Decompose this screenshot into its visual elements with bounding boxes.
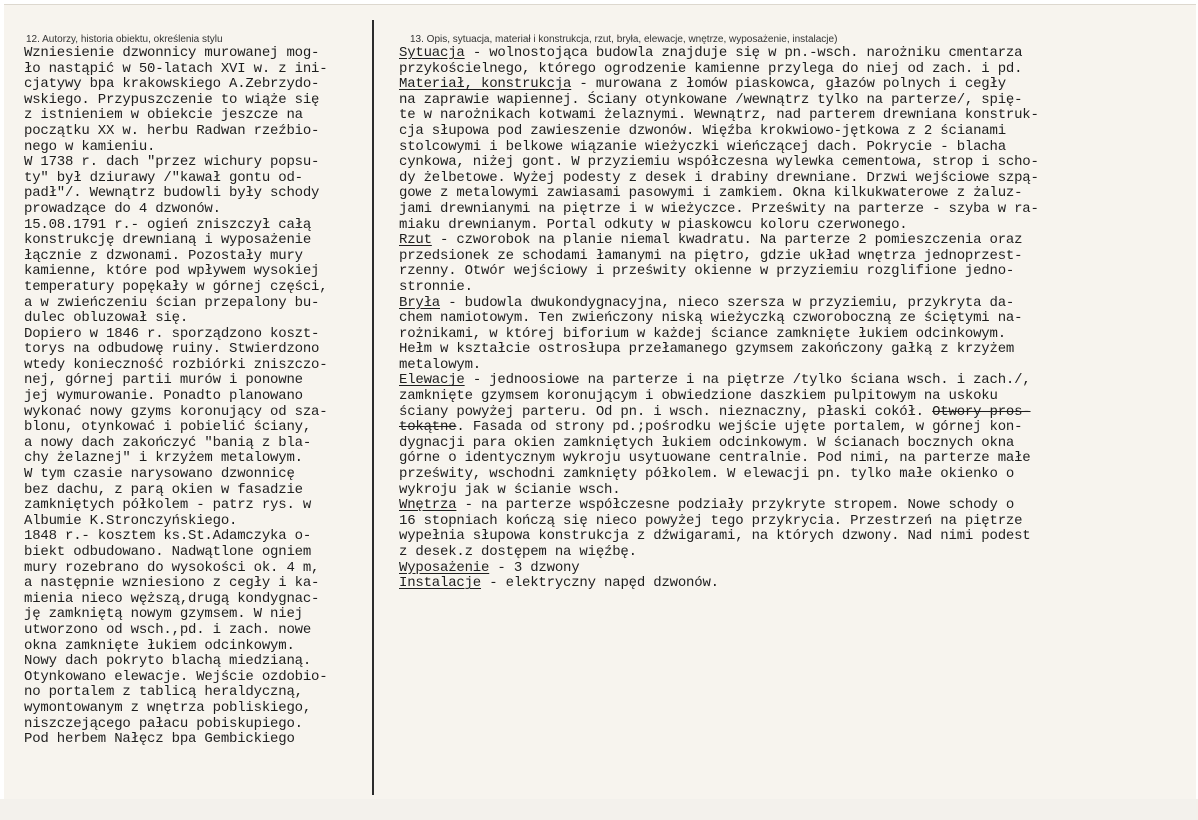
description-line <box>399 373 1179 389</box>
history-line: no portalem z tablicą heraldyczną, <box>24 684 303 701</box>
description-line <box>399 467 1179 483</box>
history-line: cjatywy bpa krakowskiego A.Zebrzydo- <box>24 76 320 93</box>
description-line <box>399 451 1179 467</box>
description-line <box>399 140 1179 156</box>
history-line: niszczejącego pałacu pobiskupiego. <box>24 715 303 732</box>
line-text: - elektryczny napęd dzwonów. <box>481 575 719 592</box>
line-text: - 3 dzwony <box>489 559 580 576</box>
struck-text: Otwory pros- <box>932 403 1031 420</box>
line-text: - czworobok na planie niemal kwadratu. Na parterze 2 pomieszczenia oraz <box>431 232 1023 249</box>
history-line: a nowy dach zakończyć "banią z bla- <box>24 434 312 451</box>
history-line: konstrukcję drewnianą i wyposażenie <box>24 232 312 249</box>
history-line: nej, górnej partii murów i ponowne <box>24 372 303 389</box>
history-line: Nowy dach pokryto blachą miedzianą. <box>24 653 312 670</box>
section-heading: Sytuacja <box>399 45 465 61</box>
history-line: kamienne, które pod wpływem wysokiej <box>24 263 320 280</box>
history-line: blonu, otynkować i pobielić ściany, <box>24 419 312 436</box>
description-line <box>399 405 1179 421</box>
line-text: te w narożnikach kotwami żelaznymi. Wewnątrz, nad parterem drewniana konstruk- <box>399 107 1039 124</box>
section-heading: Elewacje <box>399 372 465 389</box>
history-line: bez dachu, z parą okien w fasadzie <box>24 481 303 498</box>
line-text: górne o identycznym wykroju usytuowane centralnie. Pod nimi, na parterze małe <box>399 450 1031 467</box>
line-text: - budowla dwukondygnacyjna, nieco szersza w przyziemiu, przykryta da- <box>440 294 1015 311</box>
section-heading: Rzut <box>399 232 432 249</box>
line-text: na zaprawie wapiennej. Ściany otynkowane /wewnątrz tylko na parterze/, spię- <box>399 91 1023 108</box>
history-line: biekt odbudowano. Nadwątlone ogniem <box>24 544 312 560</box>
description-line <box>399 108 1179 124</box>
section-heading: Materiał, konstrukcja <box>399 76 572 93</box>
line-text: chem namiotowym. Ten zwieńczony niską wieżyczką czworoboczną ze ściętymi na- <box>399 310 1023 327</box>
description-line <box>399 327 1179 343</box>
line-text: metalowym. <box>399 356 482 373</box>
description-line <box>399 218 1179 234</box>
history-line: mienia nieco węższą,drugą kondygnac- <box>24 590 320 607</box>
description-line <box>399 420 1179 436</box>
history-line: z istnieniem w obiekcie jeszcze na <box>24 107 303 124</box>
history-line: mury rozebrano do wysokości ok. 4 m, <box>24 559 320 576</box>
description-line <box>399 124 1179 140</box>
history-column <box>24 46 376 748</box>
line-text: - jednoosiowe na parterze i na piętrze /tylko ściana wsch. i zach./, <box>464 372 1031 389</box>
history-line: wtedy konieczność rozbiórki zniszczo- <box>24 356 328 373</box>
history-line: a następnie wzniesiono z cegły i ka- <box>24 575 320 592</box>
description-line <box>399 280 1179 296</box>
history-line: W tym czasie narysowano dzwonnicę <box>24 466 295 483</box>
description-line <box>399 342 1179 358</box>
description-line <box>399 186 1179 202</box>
section-heading: Instalacje <box>399 575 482 592</box>
history-line: padł"/. Wewnątrz budowli były schody <box>24 185 320 202</box>
description-line <box>399 514 1179 530</box>
description-line <box>399 498 1179 514</box>
line-text: dy żelbetowe. Wyżej podesty z desek i drabiny drewniane. Drzwi wejściowe szpą- <box>399 169 1039 186</box>
right-column-header: 13. Opis, sytuacja, materiał i konstrukcja, rzut, bryła, elewacje, wnętrze, wyposażenie, instalacje) <box>410 34 838 45</box>
history-line: chy żelaznej" i krzyżem metalowym. <box>24 450 303 467</box>
line-text: przedsionek ze schodami łamanymi na piętro, gdzie układ wnętrza jednoprzest- <box>399 247 1023 264</box>
struck-text: tokątne <box>399 419 457 436</box>
line-text: stronnie. <box>399 278 473 295</box>
line-text: Hełm w kształcie ostrosłupa przełamanego gzymsem zakończony gałką z krzyżem <box>399 341 1015 358</box>
line-text: rożnikami, w której biforium w każdej ściance zamknięte łukiem odcinkowym. <box>399 325 1006 342</box>
description-line <box>399 529 1179 545</box>
left-column-header: 12. Autorzy, historia obiektu, określenia stylu <box>26 34 223 45</box>
description-line <box>399 545 1179 561</box>
description-line <box>399 389 1179 405</box>
line-text: miaku drewnianym. Portal odkuty w piaskowcu koloru czerwonego. <box>399 216 908 233</box>
history-line: prowadzące do 4 dzwonów. <box>24 200 221 217</box>
history-line: Albumie K.Stronczyńskiego. <box>24 512 238 529</box>
line-text: dygnacji para okien zamkniętych łukiem odcinkowym. W ścianach bocznych okna <box>399 434 1015 451</box>
line-text: . Fasada od strony pd.;pośrodku wejście ujęte portalem, w górnej kon- <box>456 419 1023 436</box>
description-line <box>399 576 1179 592</box>
description-line <box>399 155 1179 171</box>
description-line <box>399 296 1179 312</box>
history-line: ję zamkniętą nowym gzymsem. W niej <box>24 606 303 623</box>
line-text: wypełnia słupowa konstrukcja z dźwigarami, na których dzwony. Nad nimi podest <box>399 528 1031 545</box>
history-line: nego w kamieniu. <box>24 138 156 155</box>
line-text: - murowana z łomów piaskowca, głazów polnych i cegły <box>571 76 1006 93</box>
description-line <box>399 93 1179 109</box>
history-line: jej wymurowanie. Ponadto planowano <box>24 388 303 405</box>
description-line <box>399 561 1179 577</box>
history-line: dulec obluzował się. <box>24 310 189 327</box>
description-line <box>399 311 1179 327</box>
line-text: prześwity, wschodni zamknięty półkolem. W elewacji pn. tylko małe okienko o <box>399 466 1015 483</box>
description-line <box>399 264 1179 280</box>
history-line: Otynkowano elewacje. Wejście ozdobio- <box>24 668 328 685</box>
line-text: stolcowymi i belkowe wiązanie wieżyczki wieńczącej dach. Pokrycie - blacha <box>399 138 1006 155</box>
line-text: cja słupowa pod zawieszenie dzwonów. Więźba krokwiowo-jętkowa z 2 ścianami <box>399 122 1006 139</box>
line-text: 16 stopniach kończą się nieco powyżej tego przykrycia. Przestrzeń na piętrze <box>399 512 1023 529</box>
history-line: początku XX w. herbu Radwan rzeźbio- <box>24 122 320 139</box>
history-line: zamkniętych półkolem - patrz rys. w <box>24 497 312 514</box>
history-line: utworzono od wsch.,pd. i zach. nowe <box>24 621 312 638</box>
scan-margin <box>0 799 1198 820</box>
history-line: ło nastąpić w 50-latach XVI w. z ini- <box>24 60 328 77</box>
description-line <box>399 62 1179 78</box>
description-line <box>399 202 1179 218</box>
line-text: cynkowa, niżej gont. W przyziemiu współczesna wylewka cementowa, strop i scho- <box>399 154 1039 171</box>
line-text: ściany powyżej parteru. Od pn. i wsch. nieznaczny, płaski cokół. <box>399 403 933 420</box>
history-line: 15.08.1791 r.- ogień zniszczył całą <box>24 216 312 233</box>
history-line: łącznie z dzwonami. Pozostały mury <box>24 247 303 264</box>
line-text: gowe z metalowymi zawiasami pasowymi i zamkiem. Okna kilkukwaterowe z żaluz- <box>399 185 1023 202</box>
history-line: 1848 r.- kosztem ks.St.Adamczyka o- <box>24 528 312 545</box>
history-line: Pod herbem Nałęcz bpa Gembickiego <box>24 731 295 748</box>
section-heading: Wnętrza <box>399 497 457 514</box>
section-heading: Bryła <box>399 294 441 311</box>
description-line <box>399 358 1179 374</box>
description-line <box>399 249 1179 265</box>
line-text: z desek.z dostępem na więźbę. <box>399 544 637 560</box>
description-line <box>399 46 1179 62</box>
section-heading: Wyposażenie <box>399 559 490 576</box>
history-line: okna zamknięte łukiem odcinkowym. <box>24 637 295 654</box>
description-column <box>399 46 1179 592</box>
description-line <box>399 436 1179 452</box>
history-line: temperatury popękały w górnej części, <box>24 278 328 295</box>
history-line: wykonać nowy gzyms koronujący od sza- <box>24 403 328 420</box>
line-text: - na parterze współczesne podziały przykryte stropem. Nowe schody o <box>456 497 1015 514</box>
history-line: Wzniesienie dzwonnicy murowanej mog- <box>24 45 320 61</box>
line-text: - wolnostojąca budowla znajduje się w pn.-wsch. narożniku cmentarza <box>464 45 1023 61</box>
line-text: wykroju jak w ścianie wsch. <box>399 481 621 498</box>
history-line: torys na odbudowę ruiny. Stwierdzono <box>24 341 320 358</box>
description-line <box>399 77 1179 93</box>
history-line: Dopiero w 1846 r. sporządzono koszt- <box>24 325 320 342</box>
line-text: zamknięte gzymsem koronującym i obwiedzione daszkiem pulpitowym na uskoku <box>399 388 998 405</box>
description-line <box>399 233 1179 249</box>
history-line: ty" był dziurawy /"kawał gontu od- <box>24 169 303 186</box>
line-text: jami drewnianymi na piętrze i w wieżyczce. Prześwity na parterze - szyba w ra- <box>399 200 1039 217</box>
history-line: wymontowanym z wnętrza pobliskiego, <box>24 699 312 716</box>
line-text: rzenny. Otwór wejściowy i prześwity okienne w przyziemiu rozglifione jedno- <box>399 263 1015 280</box>
history-line: a w zwieńczeniu ścian przepalony bu- <box>24 294 320 311</box>
description-line <box>399 483 1179 499</box>
history-line: wskiego. Przypuszczenie to wiąże się <box>24 91 320 108</box>
description-line <box>399 171 1179 187</box>
history-line: W 1738 r. dach "przez wichury popsu- <box>24 154 320 171</box>
line-text: przykościelnego, którego ogrodzenie kamienne przylega do niej od zach. i pd. <box>399 60 1023 77</box>
